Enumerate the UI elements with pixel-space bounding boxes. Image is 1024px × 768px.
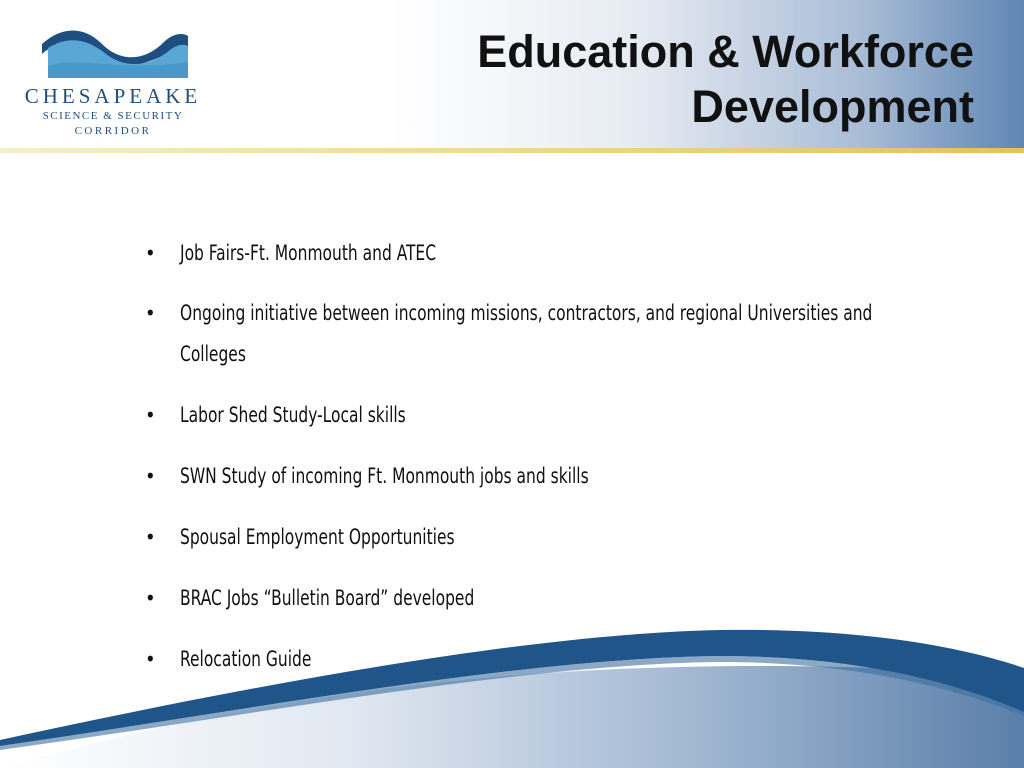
header-divider <box>0 148 1024 153</box>
bullet-item <box>145 455 925 497</box>
bullet-text: Labor Shed Study-Local skills <box>180 403 406 427</box>
bullet-dot-icon: • <box>145 403 156 427</box>
bullet-text: Job Fairs-Ft. Monmouth and ATEC <box>180 241 437 265</box>
logo-line-science-security: SCIENCE & SECURITY <box>42 110 184 122</box>
bullet-dot-icon: • <box>145 301 156 325</box>
bullet-item <box>145 293 925 375</box>
chesapeake-logo <box>22 22 212 142</box>
bullet-text: SWN Study of incoming Ft. Monmouth jobs and skills <box>180 464 589 488</box>
slide-title-line1: Education & Workforce <box>477 26 974 77</box>
decorative-swoosh <box>0 620 1024 768</box>
bullet-item <box>145 516 925 558</box>
bullet-item <box>145 394 925 436</box>
logo-line-chesapeake: CHESAPEAKE <box>24 84 202 108</box>
logo-line-corridor: CORRIDOR <box>74 125 152 137</box>
bullet-text: Ongoing initiative between incoming missions, contractors, and regional Universities and Colleges <box>180 301 873 366</box>
bullet-item <box>145 577 925 619</box>
bullet-dot-icon: • <box>145 525 156 549</box>
bullet-dot-icon: • <box>145 241 156 265</box>
slide-title-line2: Development <box>691 81 974 132</box>
bullet-text: BRAC Jobs “Bulletin Board” developed <box>180 586 475 610</box>
bullet-dot-icon: • <box>145 586 156 610</box>
bullet-dot-icon: • <box>145 647 156 671</box>
wave-logo-icon <box>40 22 190 80</box>
bullet-text: Relocation Guide <box>180 647 312 671</box>
bullet-text: Spousal Employment Opportunities <box>180 525 455 549</box>
bullet-item <box>145 232 925 274</box>
slide-title <box>354 24 974 134</box>
bullet-dot-icon: • <box>145 464 156 488</box>
